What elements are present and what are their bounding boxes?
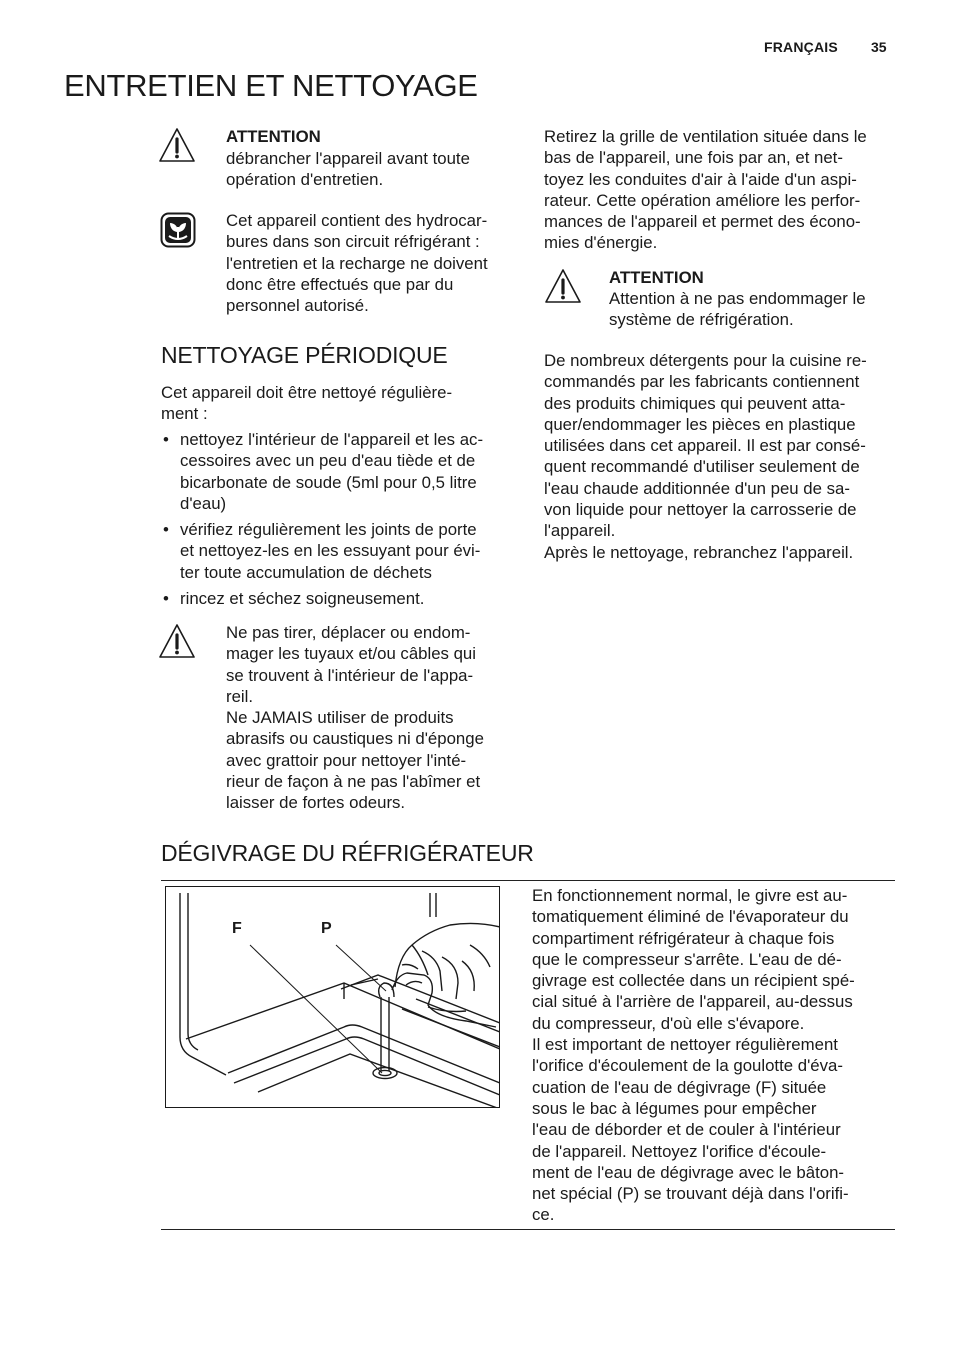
warning3-label: ATTENTION (609, 268, 704, 287)
warning-triangle-icon (158, 127, 196, 163)
bullet-item-1: nettoyez l'intérieur de l'appareil et les ac- cessoires avec un peu d'eau tiède et de bicarbonate de soude (5ml pour 0,5 litre d'eau) (180, 430, 484, 513)
bullet-dot: • (163, 589, 169, 608)
bullet-dot: • (163, 430, 169, 449)
figure-label-f: F (232, 920, 242, 937)
ventilation-paragraph: Retirez la grille de ventilation située dans le bas de l'appareil, une fois par an, et net- toyez les conduites d'air à l'aide d'un aspi- rateur. Cette opération améliore les perfor- mances de l'appareil et permet des écono- mies d'énergie. (544, 127, 867, 253)
warning1-text: débrancher l'appareil avant toute opération d'entretien. (226, 149, 470, 190)
warning3-text: Attention à ne pas endommager le système de réfrigération. (609, 289, 866, 330)
header-language: FRANÇAIS (764, 39, 838, 55)
bullet-dot: • (163, 520, 169, 539)
page-title: ENTRETIEN ET NETTOYAGE (64, 68, 478, 103)
warning1-label: ATTENTION (226, 127, 321, 146)
defrost-drain-figure (165, 886, 500, 1108)
periodic-intro: Cet appareil doit être nettoyé régulière- ment : (161, 383, 453, 424)
defrost-drain-illustration (166, 887, 500, 1108)
bullet-item-2: vérifiez régulièrement les joints de porte et nettoyez-les en les essuyant pour évi- ter toute accumulation de déchets (180, 520, 481, 582)
defrost-text: En fonctionnement normal, le givre est au- tomatiquement éliminé de l'évaporateur du compartiment réfrigérateur à chaque fois que le compresseur s'arrête. L'eau de dé- givrage est collectée dans un récipient spé- cial situé à l'arrière de l'appareil, au-dessus du compresseur, d'où elle s'évapore. Il est important de nettoyer régulièrement l'orifice d'écoulement de la goulotte d'éva- cuation de l'eau de dégivrage (F) située sous le bac à légumes pour empêcher l'eau de déborder et de couler à l'intérieur de l'appareil. Nettoyez l'orifice d'écoule- ment de l'eau de dégivrage avec le bâton- net spécial (P) se trouvant déjà dans l'orifi- ce. (532, 886, 855, 1225)
section-heading-defrost: DÉGIVRAGE DU RÉFRIGÉRATEUR (161, 840, 534, 866)
page-number: 35 (871, 39, 887, 55)
section-heading-periodic: NETTOYAGE PÉRIODIQUE (161, 342, 448, 368)
bullet-item-3: rincez et séchez soigneusement. (180, 589, 425, 608)
warning-triangle-icon (544, 268, 582, 304)
warning-triangle-icon (158, 623, 196, 659)
detergent-paragraph: De nombreux détergents pour la cuisine re- commandés par les fabricants contiennent des produits chimiques qui peuvent atta- quer/endommager les pièces en plastique utilisées dans cet appareil. Il est par consé- quent recommandé d'utiliser seulement de l'eau chaude additionnée d'un peu de sa- von liquide pour nettoyer la carrosserie de l'appareil. Après le nettoyage, rebranchez l'appareil. (544, 351, 867, 562)
environment-icon (160, 212, 196, 248)
divider-bottom (161, 1229, 895, 1230)
warning2-text: Ne pas tirer, déplacer ou endom- mager les tuyaux et/ou câbles qui se trouvent à l'intérieur de l'appa- reil. Ne JAMAIS utiliser de produits abrasifs ou caustiques ni d'éponge avec grattoir pour nettoyer l'inté- rieur de façon à ne pas l'abîmer et laisser de fortes odeurs. (226, 623, 484, 813)
figure-label-p: P (321, 920, 332, 937)
divider-top (161, 880, 895, 881)
environment-note-text: Cet appareil contient des hydrocar- bures dans son circuit réfrigérant : l'entretien et la recharge ne doivent donc être effectués que par du personnel autorisé. (226, 211, 488, 316)
